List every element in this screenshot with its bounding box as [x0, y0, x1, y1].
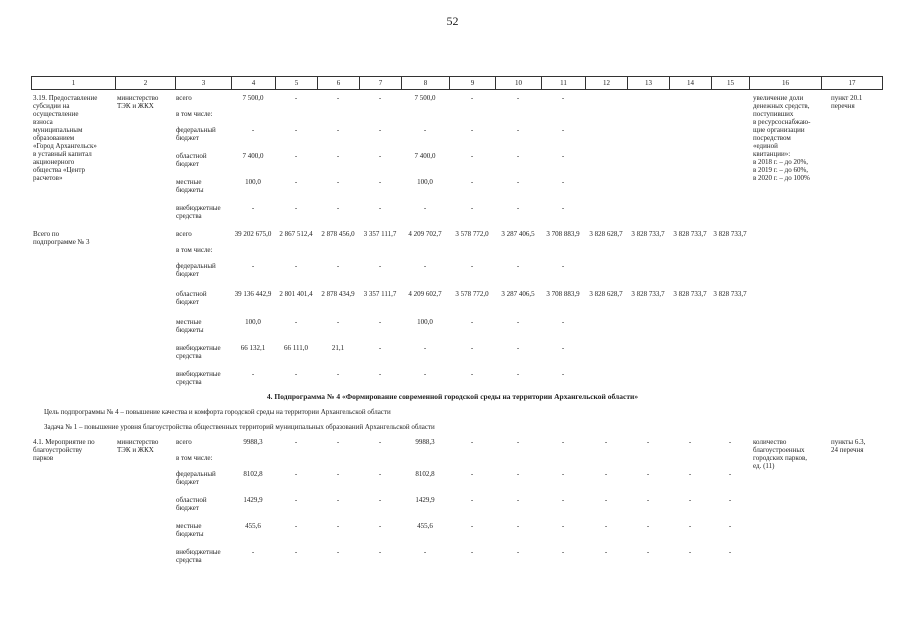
header-col-8: 8 [402, 77, 450, 89]
block1-cell: - [516, 204, 520, 212]
block3-cell: 455,6 [245, 522, 261, 530]
block2-cell: 3 708 883,9 [546, 230, 580, 238]
block3-cell: - [728, 438, 732, 446]
block3-cell: - [604, 470, 608, 478]
block1-cell: - [516, 178, 520, 186]
block3-cell: - [646, 496, 650, 504]
block1-cell: 100,0 [245, 178, 261, 186]
block3-row-label: местные бюджеты [176, 522, 204, 538]
block1-cell: - [294, 94, 298, 102]
block1-cell: - [378, 94, 382, 102]
header-col-15: 15 [712, 77, 750, 89]
block3-cell: - [561, 470, 565, 478]
block1-cell: - [251, 204, 255, 212]
block3-cell: - [516, 438, 520, 446]
block1-cell: - [294, 126, 298, 134]
block3-cell: - [470, 470, 474, 478]
block3-cell: - [688, 496, 692, 504]
block1-cell: - [470, 126, 474, 134]
block3-cell: - [646, 548, 650, 556]
block2-cell: 3 287 406,5 [501, 290, 535, 298]
block2-cell: 100,0 [245, 318, 261, 326]
block1-cell: - [423, 204, 427, 212]
header-col-11: 11 [542, 77, 586, 89]
block3-cell: - [728, 470, 732, 478]
block2-cell: - [294, 318, 298, 326]
block1-cell: - [378, 152, 382, 160]
block2-cell: - [378, 344, 382, 352]
block2-cell: - [470, 370, 474, 378]
block3-cell: 9988,3 [415, 438, 435, 446]
block3-cell: - [561, 438, 565, 446]
block1-cell: 7 500,0 [414, 94, 436, 102]
block3-cell: 1429,9 [415, 496, 435, 504]
block1-cell: - [561, 94, 565, 102]
block2-cell: 3 828 628,7 [589, 230, 623, 238]
block1-cell: - [470, 94, 474, 102]
block2-cell: - [423, 262, 427, 270]
block3-cell: - [294, 438, 298, 446]
block3-cell: 8102,8 [243, 470, 263, 478]
header-col-16: 16 [750, 77, 822, 89]
block2-cell: - [516, 370, 520, 378]
header-col-12: 12 [586, 77, 628, 89]
block2-cell: - [561, 318, 565, 326]
block2-cell: - [378, 262, 382, 270]
header-col-2: 2 [116, 77, 176, 89]
block3-cell: - [516, 548, 520, 556]
block3-cell: - [294, 496, 298, 504]
block1-cell: - [294, 152, 298, 160]
block3-cell: - [516, 470, 520, 478]
block2-cell: 3 708 883,9 [546, 290, 580, 298]
block2-cell: 3 357 111,7 [363, 230, 397, 238]
block2-row-label: внебюджетные средства [176, 344, 221, 360]
table-header [31, 76, 883, 90]
block3-cell: - [516, 522, 520, 530]
block1-cell: - [251, 126, 255, 134]
block1-cell: - [516, 126, 520, 134]
header-col-14: 14 [670, 77, 712, 89]
block3-cell: - [336, 522, 340, 530]
block2-row-label: всего [176, 230, 192, 238]
block1-executor: министерство ТЭК и ЖКХ [117, 94, 159, 110]
block3-reference: пункты 6.3, 24 перечня [831, 438, 866, 454]
block2-cell: - [561, 370, 565, 378]
block1-row-label: в том числе: [176, 110, 213, 118]
block3-executor: министерство ТЭК и ЖКХ [117, 438, 159, 454]
block3-cell: - [604, 548, 608, 556]
section-title: 4. Подпрограмма № 4 «Формирование современной городской среды на территории Архангельской области» [266, 392, 639, 401]
block1-cell: - [561, 204, 565, 212]
block3-row-label: всего [176, 438, 192, 446]
block2-cell: 3 828 733,7 [631, 230, 665, 238]
block2-cell: - [470, 318, 474, 326]
block1-cell: - [516, 94, 520, 102]
block1-row-label: внебюджетные средства [176, 204, 221, 220]
block3-row-label: областной бюджет [176, 496, 207, 512]
block3-row-label: в том числе: [176, 454, 213, 462]
block2-cell: 3 828 733,7 [673, 230, 707, 238]
block3-cell: - [378, 496, 382, 504]
block2-cell: 3 828 733,7 [673, 290, 707, 298]
block3-cell: - [336, 496, 340, 504]
block2-cell: - [470, 262, 474, 270]
header-col-13: 13 [628, 77, 670, 89]
block1-cell: 7 400,0 [414, 152, 436, 160]
block3-cell: 455,6 [417, 522, 433, 530]
block1-cell: - [336, 94, 340, 102]
block2-row-label: в том числе: [176, 246, 213, 254]
block1-indicator: увеличение доли денежных средств, поступивших в ресурсоснабжаю- щие организации посредством «единой квитанции»: в 2018 г. – до 20%, в 2019 г. – до 60%, в 2020 г. – до 100% [753, 94, 811, 182]
block2-cell: 3 828 733,7 [713, 290, 747, 298]
block1-row-label: федеральный бюджет [176, 126, 216, 142]
block3-cell: - [294, 522, 298, 530]
block3-cell: - [378, 438, 382, 446]
block1-cell: 7 400,0 [242, 152, 264, 160]
block1-cell: - [470, 204, 474, 212]
header-col-7: 7 [360, 77, 402, 89]
block3-cell: - [688, 522, 692, 530]
block3-cell: - [688, 438, 692, 446]
block1-cell: - [516, 152, 520, 160]
block1-row-label: областной бюджет [176, 152, 207, 168]
block2-cell: - [294, 370, 298, 378]
block1-cell: - [378, 178, 382, 186]
block2-cell: 3 578 772,0 [455, 290, 489, 298]
block1-cell: - [561, 178, 565, 186]
block2-cell: - [251, 262, 255, 270]
block3-indicator: количество благоустроенных городских парков, ед. (11) [753, 438, 808, 470]
block3-row-label: федеральный бюджет [176, 470, 216, 486]
block1-cell: - [561, 152, 565, 160]
block3-cell: - [470, 522, 474, 530]
block2-cell: 2 878 434,9 [321, 290, 355, 298]
block2-cell: 4 209 702,7 [408, 230, 442, 238]
block2-cell: 4 209 602,7 [408, 290, 442, 298]
block2-cell: - [561, 344, 565, 352]
block1-cell: - [336, 204, 340, 212]
block2-cell: - [423, 370, 427, 378]
block3-cell: - [604, 522, 608, 530]
block1-cell: 7 500,0 [242, 94, 264, 102]
block1-cell: - [470, 152, 474, 160]
block2-cell: - [516, 262, 520, 270]
block3-cell: - [604, 496, 608, 504]
block2-cell: 66 132,1 [240, 344, 266, 352]
header-col-1: 1 [32, 77, 116, 89]
block2-cell: - [516, 318, 520, 326]
block2-cell: - [378, 370, 382, 378]
block2-cell: 3 578 772,0 [455, 230, 489, 238]
task-text: Задача № 1 – повышение уровня благоустройства общественных территорий муниципальных образований Архангельской области [44, 423, 435, 431]
block2-cell: 39 136 442,9 [234, 290, 272, 298]
block3-cell: - [470, 496, 474, 504]
block3-cell: - [688, 470, 692, 478]
block1-cell: - [336, 178, 340, 186]
block2-cell: - [336, 262, 340, 270]
block2-cell: 2 801 401,4 [279, 290, 313, 298]
block3-cell: - [688, 548, 692, 556]
block3-cell: - [561, 522, 565, 530]
block2-row-label: областной бюджет [176, 290, 207, 306]
block1-cell: 100,0 [417, 178, 433, 186]
block3-cell: - [251, 548, 255, 556]
block3-cell: - [516, 496, 520, 504]
block1-cell: - [294, 204, 298, 212]
block3-cell: - [378, 522, 382, 530]
header-col-4: 4 [232, 77, 276, 89]
block3-cell: - [646, 438, 650, 446]
block2-cell: - [336, 370, 340, 378]
block2-cell: 21,1 [331, 344, 345, 352]
block2-cell: - [561, 262, 565, 270]
block3-cell: - [423, 548, 427, 556]
block2-cell: - [251, 370, 255, 378]
block2-cell: 2 878 456,0 [321, 230, 355, 238]
block2-cell: 3 828 733,7 [713, 230, 747, 238]
page-number: 52 [446, 14, 459, 28]
header-col-5: 5 [276, 77, 318, 89]
header-col-17: 17 [848, 79, 856, 87]
block2-row-label: федеральный бюджет [176, 262, 216, 278]
block2-cell: 66 111,0 [284, 344, 308, 352]
header-col-3: 3 [176, 77, 232, 89]
block1-cell: - [336, 152, 340, 160]
block3-cell: - [728, 496, 732, 504]
block3-cell: - [336, 438, 340, 446]
block3-cell: - [336, 548, 340, 556]
block3-cell: - [728, 548, 732, 556]
block2-cell: 3 828 628,7 [589, 290, 623, 298]
block3-cell: - [378, 470, 382, 478]
block3-cell: 9988,3 [243, 438, 263, 446]
block1-reference: пункт 20.1 перечня [831, 94, 863, 110]
block3-cell: - [378, 548, 382, 556]
block2-cell: 3 287 406,5 [501, 230, 535, 238]
block3-cell: - [470, 548, 474, 556]
block2-cell: 3 357 111,7 [363, 290, 397, 298]
header-col-9: 9 [450, 77, 496, 89]
block2-cell: 39 202 675,0 [234, 230, 272, 238]
block3-cell: - [294, 548, 298, 556]
block3-cell: - [561, 548, 565, 556]
block2-cell: - [378, 318, 382, 326]
block1-name: 3.19. Предоставление субсидии на осуществление взноса муниципальным образованием «Город Архангельск» в уставный капитал акционерного общества «Центр расчетов» [33, 94, 98, 182]
block2-cell: - [294, 262, 298, 270]
block3-cell: 1429,9 [243, 496, 263, 504]
header-col-10: 10 [496, 77, 542, 89]
block3-cell: - [646, 522, 650, 530]
block1-cell: - [470, 178, 474, 186]
block3-cell: - [728, 522, 732, 530]
block1-cell: - [378, 204, 382, 212]
block2-row-label: местные бюджеты [176, 318, 204, 334]
block2-cell: - [470, 344, 474, 352]
block1-cell: - [561, 126, 565, 134]
block3-cell: 8102,8 [415, 470, 435, 478]
block2-cell: - [336, 318, 340, 326]
block3-cell: - [646, 470, 650, 478]
block3-cell: - [604, 438, 608, 446]
block3-cell: - [561, 496, 565, 504]
goal-text: Цель подпрограммы № 4 – повышение качества и комфорта городской среды на территории Архангельской области [44, 408, 391, 416]
block3-cell: - [470, 438, 474, 446]
block2-cell: 3 828 733,7 [631, 290, 665, 298]
block1-cell: - [336, 126, 340, 134]
block1-cell: - [423, 126, 427, 134]
block3-cell: - [294, 470, 298, 478]
block2-cell: - [516, 344, 520, 352]
block2-row-label: внебюджетные средства [176, 370, 221, 386]
block2-cell: 2 867 512,4 [279, 230, 313, 238]
block1-cell: - [378, 126, 382, 134]
block2-name: Всего по подпрограмме № 3 [33, 230, 90, 246]
block3-name: 4.1. Мероприятие по благоустройству парков [33, 438, 95, 462]
block1-cell: - [294, 178, 298, 186]
block1-row-label: местные бюджеты [176, 178, 204, 194]
block3-row-label: внебюджетные средства [176, 548, 221, 564]
header-col-6: 6 [318, 77, 360, 89]
block2-cell: 100,0 [417, 318, 433, 326]
block1-row-label: всего [176, 94, 192, 102]
block3-cell: - [336, 470, 340, 478]
block2-cell: - [423, 344, 427, 352]
